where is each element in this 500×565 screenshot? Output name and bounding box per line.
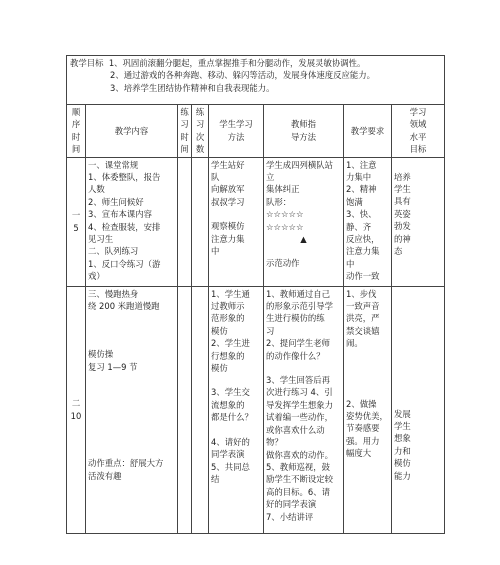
header-requirements: 教学要求	[344, 105, 392, 158]
header-row	[67, 105, 445, 158]
row1-teacher: 学生成四列横队站 立 集体纠正 队形： ☆☆☆☆☆ ☆☆☆☆☆ ▲ 示范动作	[264, 157, 344, 286]
row1-reps	[192, 157, 209, 286]
row2-content: 三、慢跑热身 绕 200 米跑道慢跑 模仿操 复习 1—9 节 动作重点：舒展大方 活泼有趣	[86, 286, 178, 533]
formation-stars-1: ☆☆☆☆☆	[266, 209, 304, 220]
formation-stars-2: ☆☆☆☆☆	[266, 221, 304, 232]
header-teacher-method: 教师指 导方法	[264, 105, 344, 158]
row1-content: 一、课堂常规 1、体委整队，报告 人数 2、师生问候好 3、宣布本课内容 4、检查服装，安排 见习生 二、队列练习 1、反口令练习（游 戏）	[86, 157, 178, 286]
header-content: 教学内容	[86, 105, 178, 158]
header-reps: 练 习 次 数	[192, 105, 209, 158]
lesson-plan-table	[66, 55, 444, 520]
teacher-position-triangle: ▲	[300, 234, 307, 245]
row1-level: 培养 学生 具有 英姿 勃发 的神 态	[392, 157, 445, 286]
goals-cell	[67, 56, 445, 105]
row2-level: 发展 学生 想象 力和 模仿 能力	[392, 286, 445, 533]
goal-line-2: 2、通过游戏的各种奔跑、移动、躲闪等活动，发展身体速度反应能力。	[110, 70, 375, 81]
table-row	[67, 157, 445, 286]
row1-time	[178, 157, 192, 286]
header-order: 顺 序 时 间	[67, 105, 86, 158]
row2-teacher: 1、教师通过自己 的形象示范引导学 生进行模仿的练 习 2、提问学生老师 的动作像什么？ 3、学生回答后再 次进行练习 4、引 导发挥学生想象力 试着编一些动作， 或你喜欢什么动物？ 做你喜欢的动作。 5、教师巡视，鼓 励学生不断设定较 高的目标。6、请 好的同学表演 7、小结讲评	[264, 286, 344, 533]
row2-student: 1、学生通 过教师示 范形象的 模仿 2、学生进 行想象的 模仿 3、学生交 流想象的 都是什么？ 4、请好的 同学表演 5、共同总 结	[209, 286, 264, 533]
row2-reps	[192, 286, 209, 533]
header-student-method: 学生学习 方法	[209, 105, 264, 158]
goal-line-1: 1、巩固前滚翻分腿起，重点掌握推手和分腿动作，发展灵敏协调性。	[108, 58, 366, 68]
row1-order: 一 5	[67, 157, 86, 286]
header-time: 练 习 时 间	[178, 105, 192, 158]
row2-requirements: 1、步伐 一致声音 洪亮，严 禁交谈嬉 闹。 2、做操 姿势优美， 节奏感要 强。用力 幅度大	[344, 286, 392, 533]
goals-row	[67, 56, 445, 105]
row1-student: 学生站好 队 向解放军 叔叔学习 观察模仿 注意力集 中	[209, 157, 264, 286]
goal-line-3: 3、培养学生团结协作精神和自我表现能力。	[110, 82, 275, 93]
goals-label: 教学目标	[70, 58, 104, 68]
row2-order: 二 10	[67, 286, 86, 533]
table-row	[67, 286, 445, 533]
header-level: 学习 领域 水平 目标	[392, 105, 445, 158]
row1-requirements: 1、注意 力集中 2、精神 饱满 3、快、 静、齐 反应快， 注意力集 中 动作一致	[344, 157, 392, 286]
row2-time	[178, 286, 192, 533]
